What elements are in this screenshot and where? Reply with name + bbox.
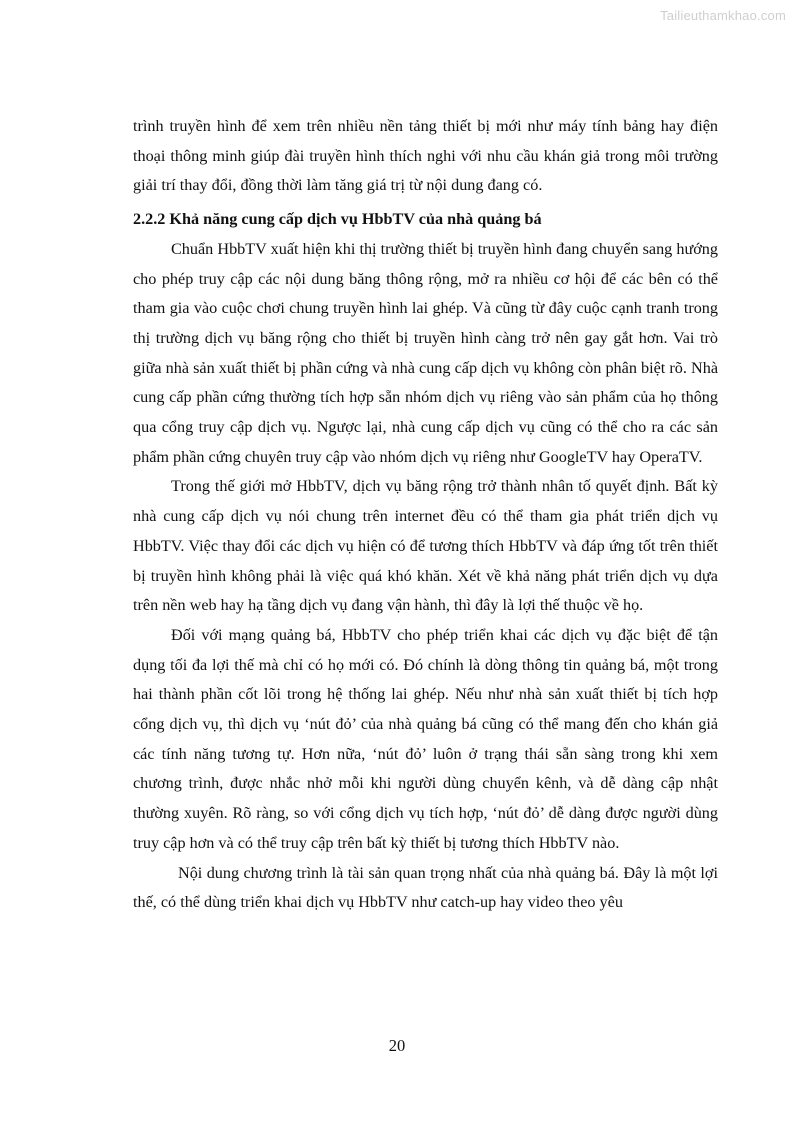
page-body xyxy=(133,112,718,918)
body-paragraph-4: Nội dung chương trình là tài sản quan trọng nhất của nhà quảng bá. Đây là một lợi thế, có thể dùng triển khai dịch vụ HbbTV như catch-up hay video theo yêu xyxy=(133,863,718,912)
watermark: Tailieuthamkhao.com xyxy=(660,8,786,23)
body-paragraph-2: Trong thế giới mở HbbTV, dịch vụ băng rộng trở thành nhân tố quyết định. Bất kỳ nhà cung cấp dịch vụ nói chung trên internet đều có thể tham gia phát triển dịch vụ HbbTV. Việc thay đổi các dịch vụ hiện có để tương thích HbbTV và đáp ứng tốt trên thiết bị truyền hình không phải là việc quá khó khăn. Xét về khả năng phát triển dịch vụ dựa trên nền web hay hạ tầng dịch vụ đang vận hành, thì đây là lợi thế thuộc về họ. xyxy=(133,477,718,615)
body-paragraph-3: Đối với mạng quảng bá, HbbTV cho phép triển khai các dịch vụ đặc biệt để tận dụng tối đa lợi thế mà chỉ có họ mới có. Đó chính là dòng thông tin quảng bá, một trong hai thành phần cốt lõi trong hệ thống lai ghép. Nếu như nhà sản xuất thiết bị tích hợp cổng dịch vụ, thì dịch vụ ‘nút đỏ’ của nhà quảng bá cũng có thể mang đến cho khán giả các tính năng tương tự. Hơn nữa, ‘nút đỏ’ luôn ở trạng thái sẵn sàng trong khi xem chương trình, được nhắc nhở mỗi khi người dùng chuyển kênh, và dễ dàng cập nhật thường xuyên. Rõ ràng, so với cổng dịch vụ tích hợp, ‘nút đỏ’ dễ dàng được người dùng truy cập hơn và có thể truy cập trên bất kỳ thiết bị tương thích HbbTV nào. xyxy=(133,625,718,852)
body-paragraph-1: Chuẩn HbbTV xuất hiện khi thị trường thiết bị truyền hình đang chuyển sang hướng cho phép truy cập các nội dung băng thông rộng, mở ra nhiều cơ hội để các bên có thể tham gia vào cuộc chơi chung truyền hình lai ghép. Và cũng từ đây cuộc cạnh tranh trong thị trường dịch vụ băng rộng cho thiết bị truyền hình càng trở nên gay gắt hơn. Vai trò giữa nhà sản xuất thiết bị phần cứng và nhà cung cấp dịch vụ không còn phân biệt rõ. Nhà cung cấp phần cứng thường tích hợp sẵn nhóm dịch vụ riêng vào sản phẩm của họ thông qua cổng truy cập dịch vụ. Ngược lại, nhà cung cấp dịch vụ cũng có thể cho ra các sản phẩm phần cứng chuyên truy cập vào nhóm dịch vụ riêng như GoogleTV hay OperaTV. xyxy=(133,239,718,466)
page-number: 20 xyxy=(388,1036,406,1055)
section-heading: 2.2.2 Khả năng cung cấp dịch vụ HbbTV của nhà quảng bá xyxy=(133,210,542,229)
intro-paragraph: trình truyền hình để xem trên nhiều nền tảng thiết bị mới như máy tính bảng hay điện thoại thông minh giúp đài truyền hình thích nghi với nhu cầu khán giả trong môi trường giải trí thay đổi, đồng thời làm tăng giá trị từ nội dung đang có. xyxy=(133,117,718,195)
